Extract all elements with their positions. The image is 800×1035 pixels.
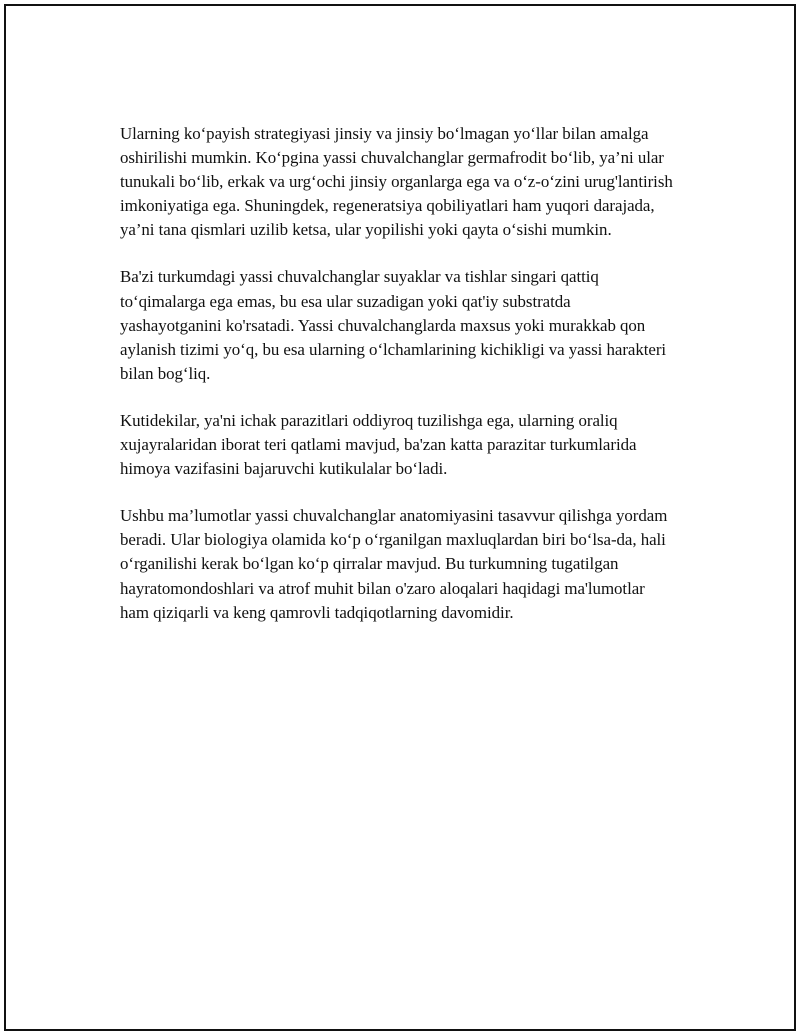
document-page bbox=[4, 4, 796, 1031]
paragraph-3: Kutidekilar, ya'ni ichak parazitlari oddiyroq tuzilishga ega, ularning oraliq xujayralaridan iborat teri qatlami mavjud, ba'zan katta parazitar turkumlarida himoya vazifasini bajaruvchi kutikulalar bo‘ladi. bbox=[120, 410, 637, 479]
paragraph-1: Ularning ko‘payish strategiyasi jinsiy va jinsiy bo‘lmagan yo‘llar bilan amalga oshirilishi mumkin. Ko‘pgina yassi chuvalchanglar germafrodit bo‘lib, ya’ni ular tunukali bo‘lib, erkak va urg‘ochi jinsiy organlarga ega va o‘z-o‘zini urug'lantirish imkoniyatiga ega. Shuningdek, regeneratsiya qobiliyatlari ham yuqori darajada, ya’ni tana qismlari uzilib ketsa, ular yopilishi yoki qayta o‘sishi mumkin. bbox=[120, 124, 673, 240]
document-body bbox=[120, 122, 676, 648]
paragraph-2: Ba'zi turkumdagi yassi chuvalchanglar suyaklar va tishlar singari qattiq to‘qimalarga ega emas, bu esa ular suzadigan yoki qat'iy substratda yashayotganini ko'rsatadi. Yassi chuvalchanglarda maxsus yoki murakkab qon aylanish tizimi yo‘q, bu esa ularning o‘lchamlarining kichikligi va yassi harakteri bilan bog‘liq. bbox=[120, 267, 667, 383]
paragraph-4: Ushbu ma’lumotlar yassi chuvalchanglar anatomiyasini tasavvur qilishga yordam beradi. Ular biologiya olamida ko‘p o‘rganilgan maxluqlardan biri bo‘lsa-da, hali o‘rganilishi kerak bo‘lgan ko‘p qirralar mavjud. Bu turkumning tugatilgan hayratomondoshlari va atrof muhit bilan o'zaro aloqalari haqidagi ma'lumotlar ham qiziqarli va keng qamrovli tadqiqotlarning davomidir. bbox=[120, 506, 668, 622]
